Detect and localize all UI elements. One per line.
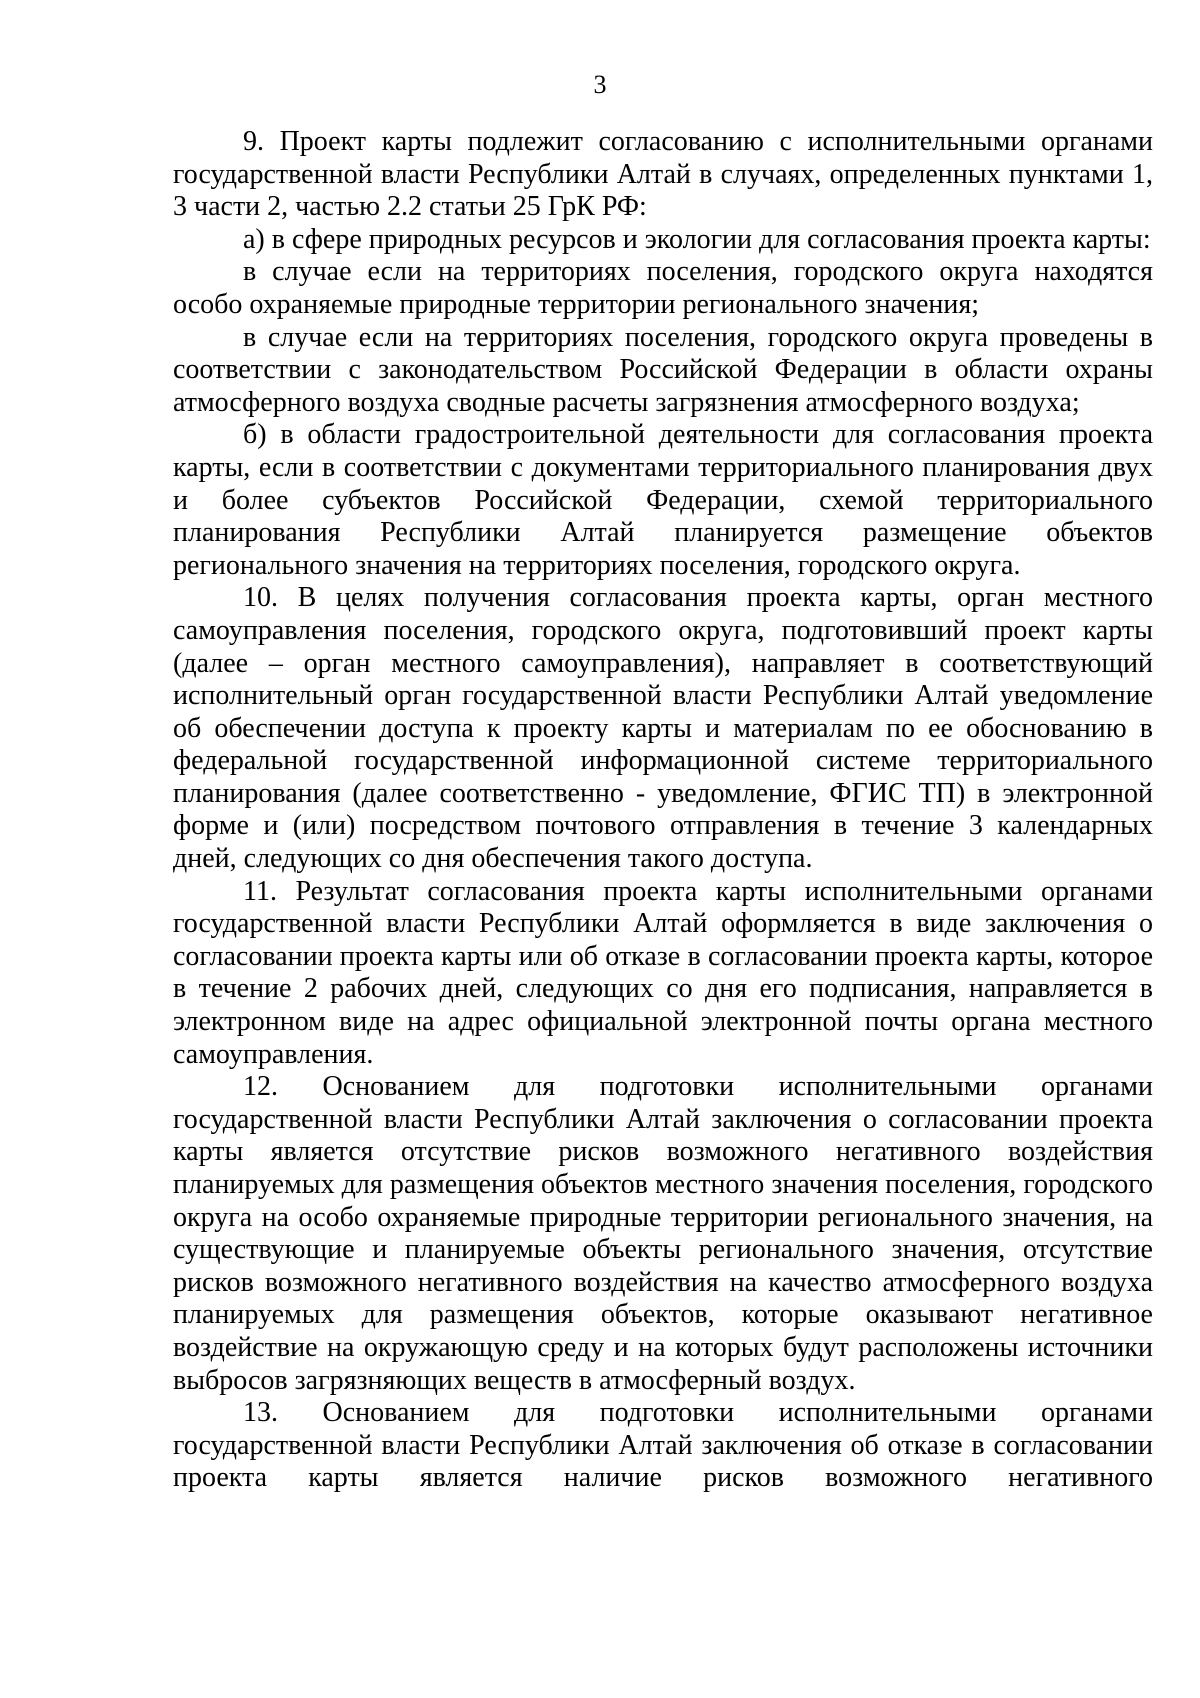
- paragraph-9: 9. Проект карты подлежит согласованию с исполнительными органами государственной власти Республики Алтай в случаях, определенных пунктами 1, 3 части 2, частью 2.2 статьи 25 ГрК РФ:: [173, 126, 1153, 223]
- document-body: [173, 126, 1153, 1495]
- paragraph-9b: б) в области градостроительной деятельности для согласования проекта карты, если в соответствии с документами территориального планирования двух и более субъектов Российской Федерации, схемой территориального планирования Республики Алтай планируется размещение объектов регионального значения на территориях поселения, городского округа.: [173, 419, 1153, 581]
- page-number: 3: [593, 70, 607, 99]
- paragraph-9a: а) в сфере природных ресурсов и экологии для согласования проекта карты:: [243, 223, 1151, 255]
- paragraph-12: 12. Основанием для подготовки исполнительными органами государственной власти Республики Алтай заключения о согласовании проекта карты является отсутствие рисков возможного негативного воздействия планируемых для размещения объектов местного значения поселения, городского округа на особо охраняемые природные территории регионального значения, на существующие и планируемые объекты регионального значения, отсутствие рисков возможного негативного воздействия на качество атмосферного воздуха планируемых для размещения объектов, которые оказывают негативное воздействие на окружающую среду и на которых будут расположены источники выбросов загрязняющих веществ в атмосферный воздух.: [173, 1071, 1153, 1396]
- paragraph-10: 10. В целях получения согласования проекта карты, орган местного самоуправления поселения, городского округа, подготовивший проект карты (далее – орган местного самоуправления), направляет в соответствующий исполнительный орган государственной власти Республики Алтай уведомление об обеспечении доступа к проекту карты и материалам по ее обоснованию в федеральной государственной информационной системе территориального планирования (далее соответственно - уведомление, ФГИС ТП) в электронной форме и (или) посредством почтового отправления в течение 3 календарных дней, следующих со дня обеспечения такого доступа.: [173, 582, 1153, 875]
- paragraph-11: 11. Результат согласования проекта карты исполнительными органами государственной власти Республики Алтай оформляется в виде заключения о согласовании проекта карты или об отказе в согласовании проекта карты, которое в течение 2 рабочих дней, следующих со дня его подписания, направляется в электронном виде на адрес официальной электронной почты органа местного самоуправления.: [173, 875, 1153, 1070]
- paragraph-9a-case-2: в случае если на территориях поселения, городского округа проведены в соответствии с законодательством Российской Федерации в области охраны атмосферного воздуха сводные расчеты загрязнения атмосферного воздуха;: [173, 321, 1153, 418]
- paragraph-13: 13. Основанием для подготовки исполнительными органами государственной власти Республики Алтай заключения об отказе в согласовании проекта карты является наличие рисков возможного негативного: [173, 1397, 1153, 1494]
- paragraph-9a-case-1: в случае если на территориях поселения, городского округа находятся особо охраняемые природные территории регионального значения;: [173, 256, 1153, 320]
